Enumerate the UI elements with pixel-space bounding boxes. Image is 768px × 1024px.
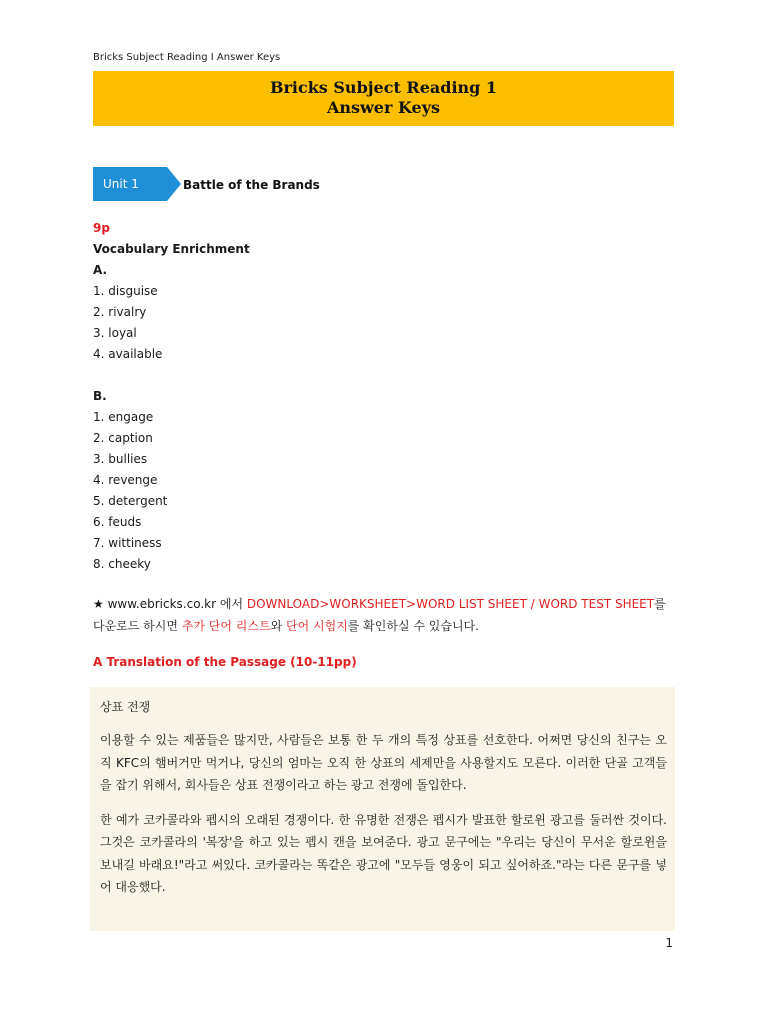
list-item: 6. feuds — [93, 515, 142, 529]
unit-title: Battle of the Brands — [183, 178, 320, 192]
star-icon: ★ — [93, 597, 104, 611]
download-note — [93, 593, 678, 637]
list-item: 8. cheeky — [93, 557, 151, 571]
download-path-link[interactable]: DOWNLOAD>WORKSHEET>WORD LIST SHEET / WORD TEST SHEET — [246, 597, 655, 611]
title-line-1: Bricks Subject Reading 1 — [269, 78, 498, 97]
list-item: 2. caption — [93, 431, 153, 445]
list-item: 1. engage — [93, 410, 154, 424]
list-item: 4. available — [93, 347, 163, 361]
section-title: Vocabulary Enrichment — [93, 242, 250, 256]
site-text: www.ebricks.co.kr 에서 — [103, 597, 247, 611]
list-item: 3. loyal — [93, 326, 137, 340]
note-text: 를 확인하실 수 있습니다. — [347, 619, 479, 633]
translation-box — [90, 687, 675, 931]
note-suffix: 를 — [654, 597, 666, 611]
part-b-label: B. — [93, 389, 107, 403]
word-test-sheet: 단어 시험지 — [285, 619, 348, 633]
passage-paragraph: 이용할 수 있는 제품들은 많지만, 사람들은 보통 한 두 개의 특정 상표를 선호한다. 어쩌면 당신의 친구는 오직 KFC의 햄버거만 먹거나, 당신의 엄마는 오직 한 상표의 세제만을 사용할지도 모른다. 이러한 단골 고객들을 잡기 위해서, 회사들은 상표 전쟁이라고 하는 광고 전쟁에 돌입한다. — [100, 733, 667, 792]
list-item: 1. disguise — [93, 284, 158, 298]
part-a-label: A. — [93, 263, 108, 277]
page-reference: 9p — [93, 221, 110, 235]
page-number: 1 — [665, 936, 673, 950]
download-note-line-2 — [93, 615, 678, 637]
unit-badge: Unit 1 — [93, 167, 167, 201]
list-item: 2. rivalry — [93, 305, 147, 319]
title-line-2: Answer Keys — [326, 98, 441, 117]
translation-heading: A Translation of the Passage (10-11pp) — [93, 655, 357, 669]
list-item: 4. revenge — [93, 473, 158, 487]
list-item: 3. bullies — [93, 452, 148, 466]
list-item: 7. wittiness — [93, 536, 162, 550]
extra-word-list: 추가 단어 리스트 — [181, 619, 271, 633]
running-header: Bricks Subject Reading I Answer Keys — [93, 52, 281, 63]
title-banner — [93, 71, 674, 126]
note-text: 다운로드 하시면 — [93, 619, 182, 633]
download-note-line-1 — [93, 593, 678, 615]
answer-content — [93, 218, 678, 673]
list-item: 5. detergent — [93, 494, 168, 508]
passage-paragraph: 한 예가 코카콜라와 펩시의 오래된 경쟁이다. 한 유명한 전쟁은 펩시가 발표한 할로윈 광고를 둘러싼 것이다. 그것은 코카콜라의 '복장'을 하고 있는 펩시 캔을 보여준다. 광고 문구에는 "우리는 당신이 무서운 할로윈을 보내길 바래요!"라고 써있다. 코카콜라는 똑같은 광고에 "모두들 영웅이 되고 싶어하죠."라는 다른 문구를 넣어 대응했다. — [100, 812, 667, 894]
note-text: 와 — [270, 619, 286, 633]
passage-title: 상표 전쟁 — [100, 700, 151, 714]
